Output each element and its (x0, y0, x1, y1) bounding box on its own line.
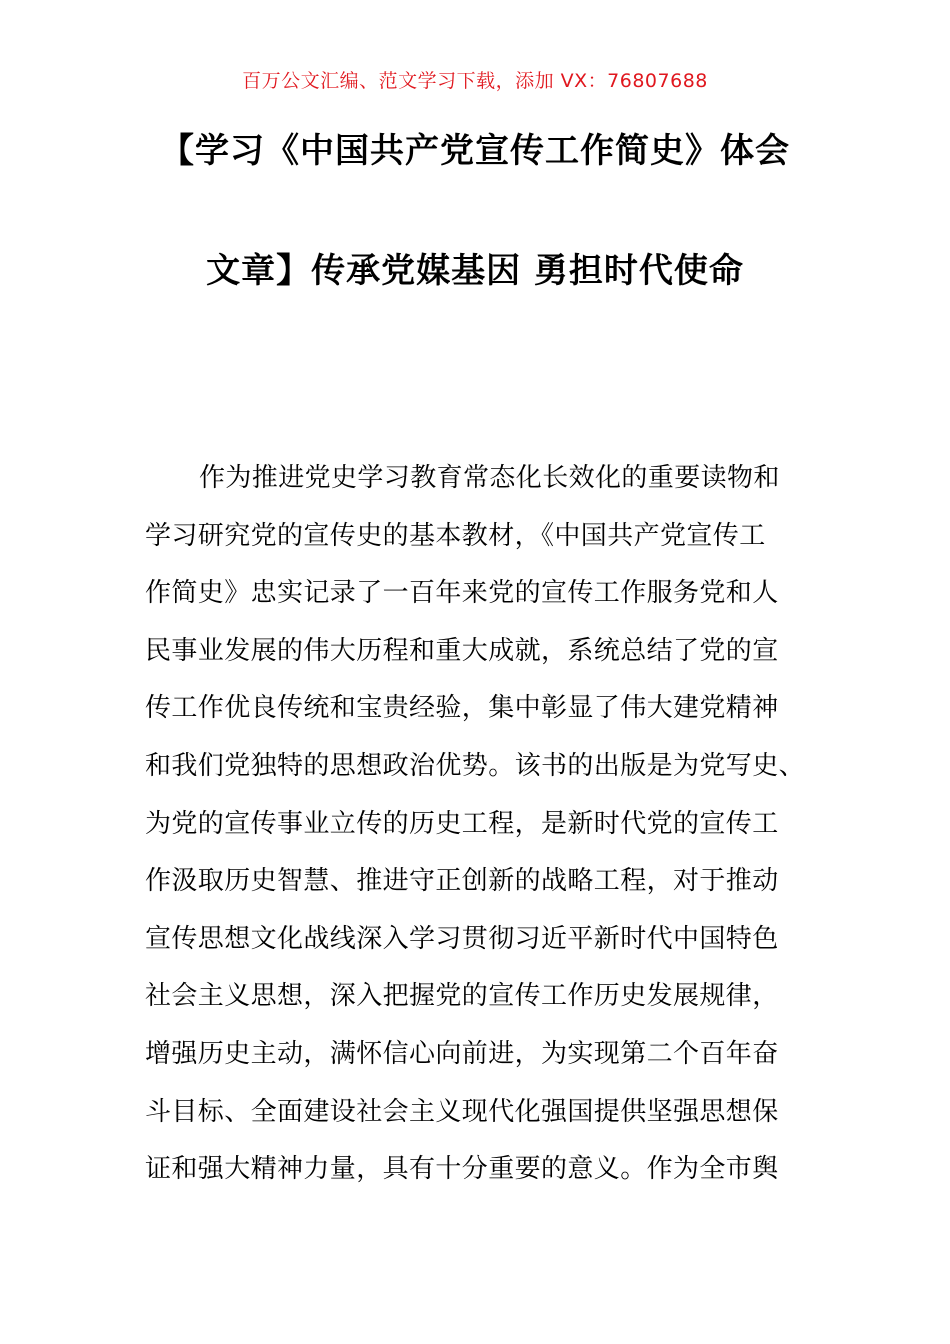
body-line: 作为推进党史学习教育常态化长效化的重要读物和 (199, 463, 780, 493)
body-paragraph (145, 450, 817, 1199)
header-watermark-note: 百万公文汇编、范文学习下载，添加 VX：76807688 (242, 70, 708, 92)
body-line: 社会主义思想，深入把握党的宣传工作历史发展规律， (145, 981, 779, 1012)
body-line: 宣传思想文化战线深入学习贯彻习近平新时代中国特色 (145, 923, 779, 954)
body-line: 和我们党独特的思想政治优势。该书的出版是为党写史、 (145, 750, 806, 781)
body-line: 民事业发展的伟大历程和重大成就，系统总结了党的宣 (145, 635, 779, 666)
document-title-line-1: 【学习《中国共产党宣传工作简史》体会 (160, 131, 790, 171)
body-line: 增强历史主动，满怀信心向前进，为实现第二个百年奋 (145, 1038, 779, 1069)
body-line: 作简史》忠实记录了一百年来党的宣传工作服务党和人 (145, 578, 779, 609)
body-line: 学习研究党的宣传史的基本教材，《中国共产党宣传工 (145, 520, 766, 551)
body-line: 斗目标、全面建设社会主义现代化强国提供坚强思想保 (145, 1096, 779, 1127)
document-title-line-2: 文章】传承党媒基因 勇担时代使命 (206, 251, 744, 291)
body-line: 传工作优良传统和宝贵经验，集中彰显了伟大建党精神 (145, 693, 779, 724)
body-line: 作汲取历史智慧、推进守正创新的战略工程，对于推动 (145, 866, 779, 897)
body-line: 为党的宣传事业立传的历史工程，是新时代党的宣传工 (145, 808, 779, 839)
body-line: 证和强大精神力量，具有十分重要的意义。作为全市舆 (145, 1154, 779, 1185)
